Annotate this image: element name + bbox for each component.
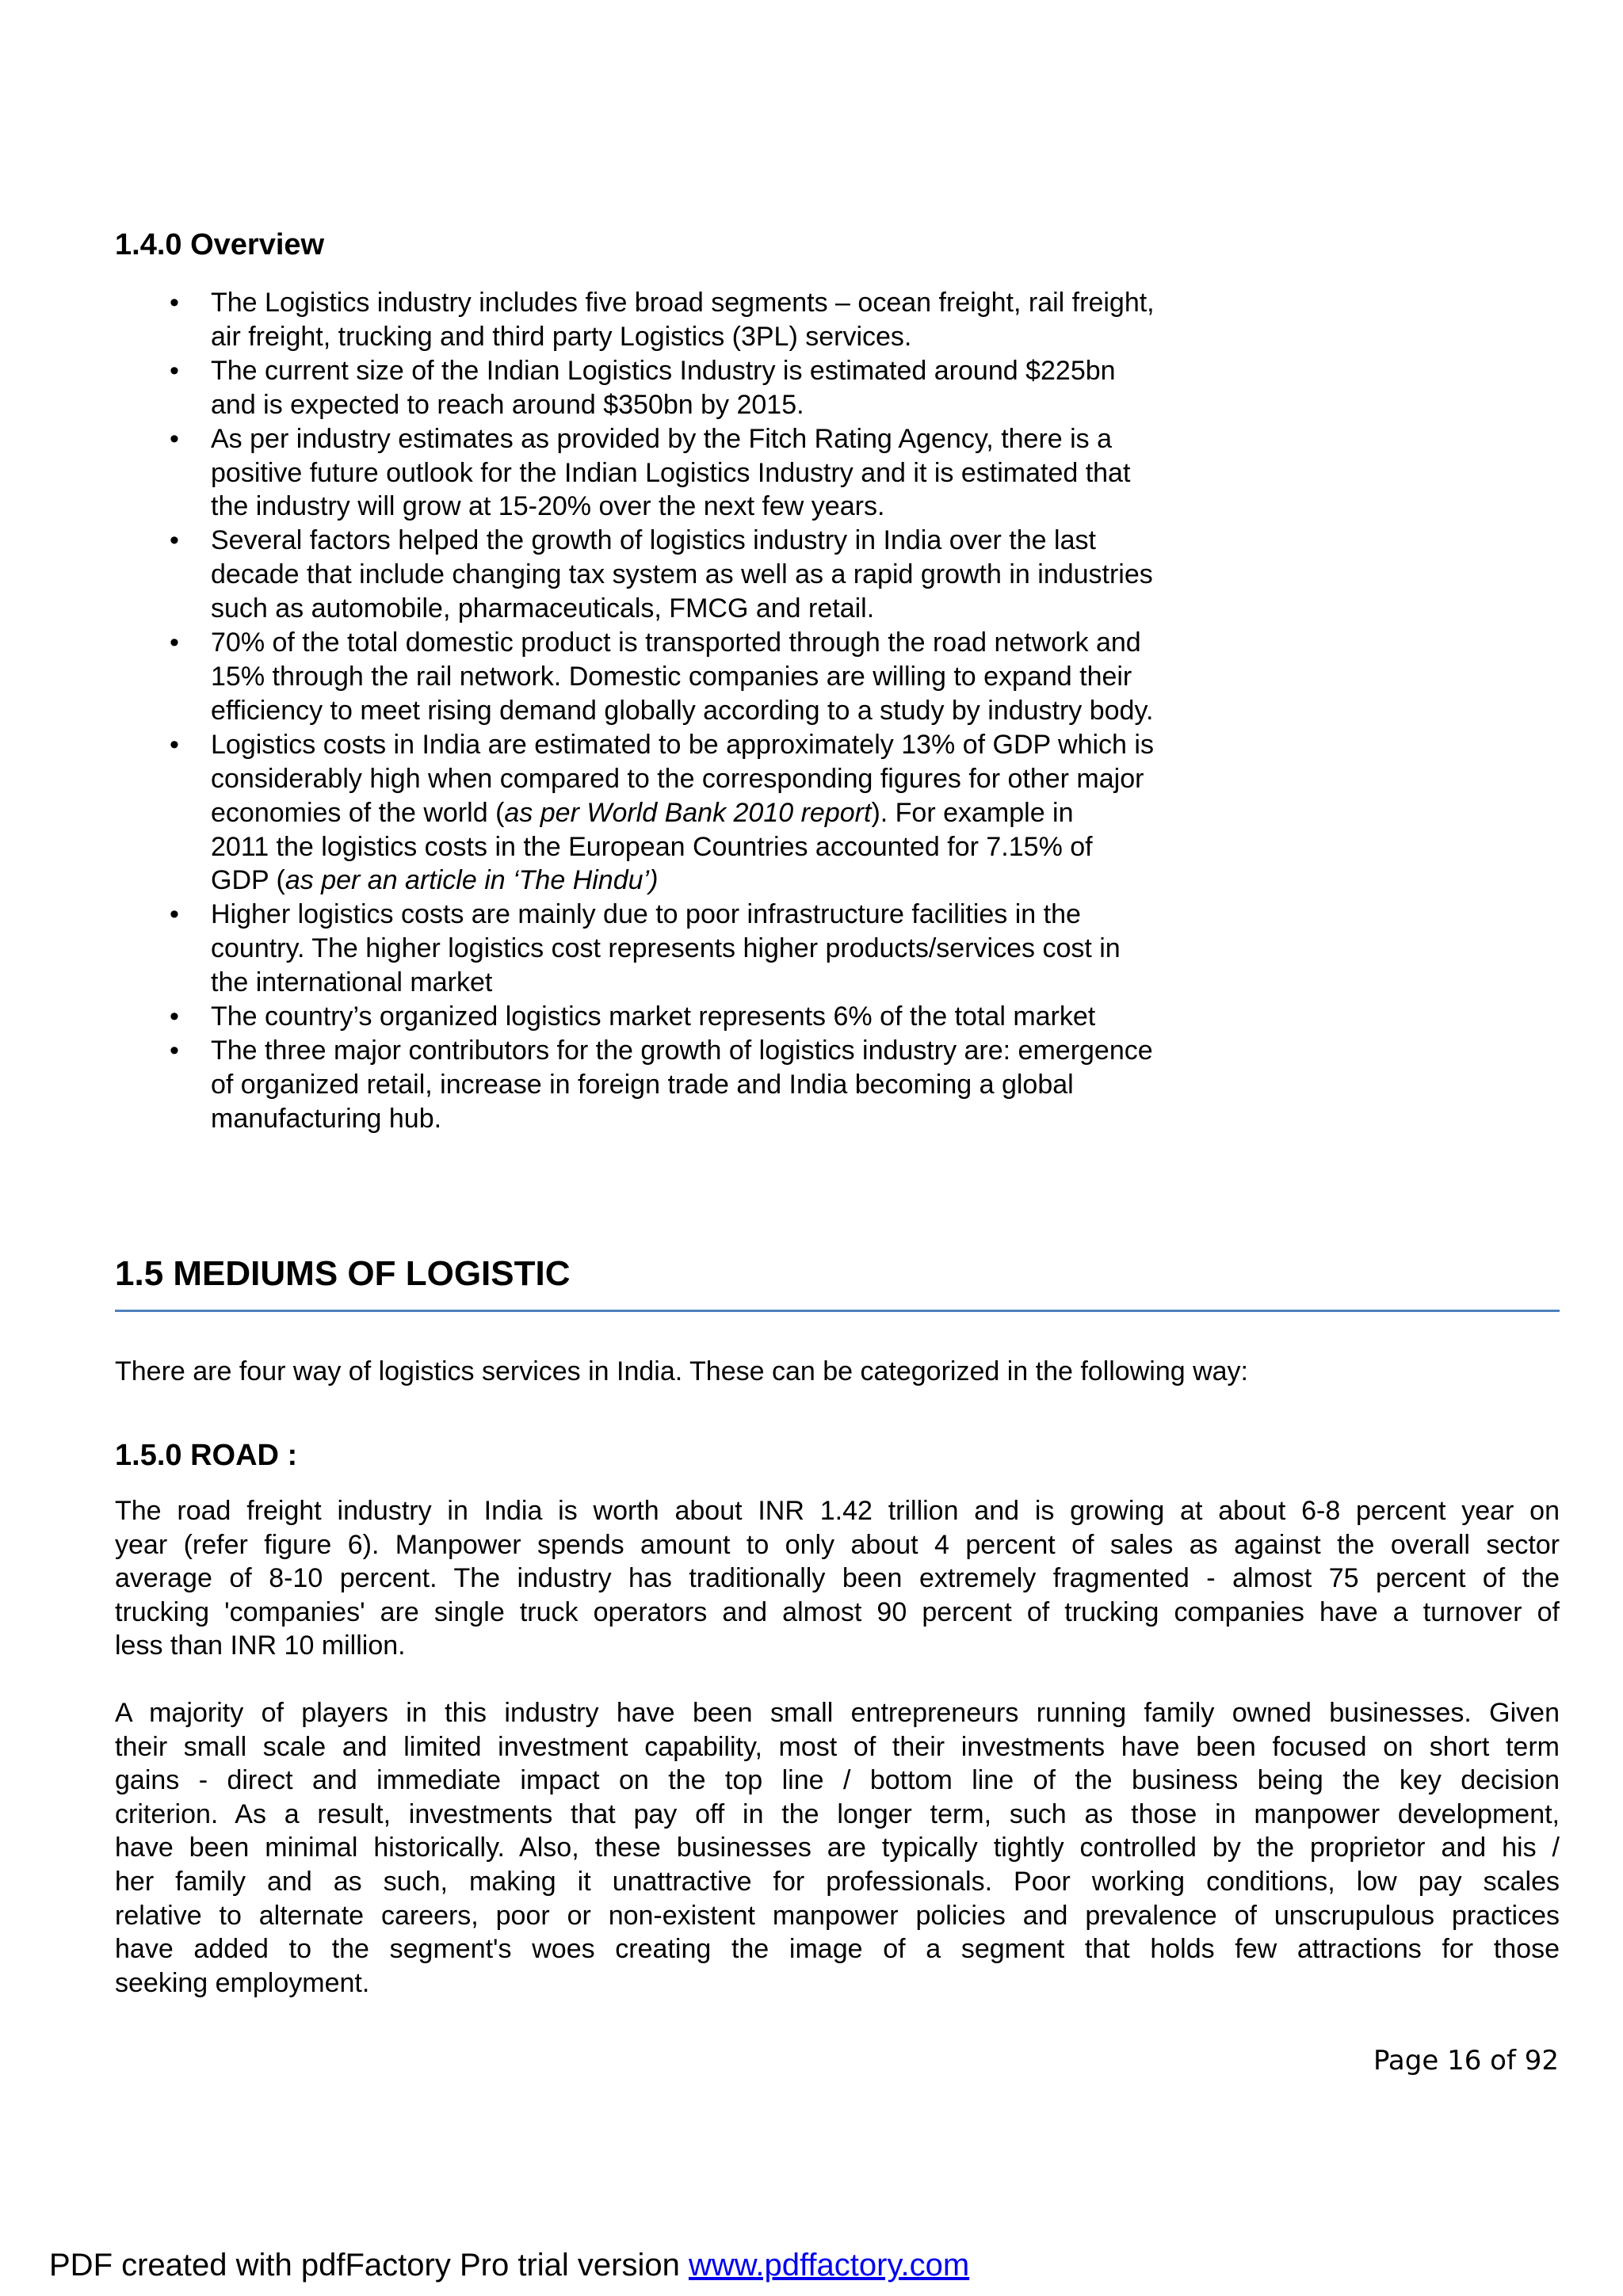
bullet-line: manufacturing hub. (211, 1103, 442, 1134)
paragraph-line: A majority of players in this industry have been small entrepreneurs running family owned businesses. Given (115, 1698, 1560, 1728)
bullet-marker: • (170, 899, 179, 930)
paragraph-line: trucking 'companies' are single truck operators and almost 90 percent of trucking companies have a turnover of (115, 1596, 1560, 1627)
list-item (166, 286, 1276, 354)
bullet-marker: • (170, 1001, 179, 1032)
bullet-line: Logistics costs in India are estimated to be approximately 13% of GDP which is (211, 729, 1154, 760)
paragraph-line: relative to alternate careers, poor or non-existent manpower policies and prevalence of unscrupulous practices (115, 1900, 1560, 1931)
paragraph-line: year (refer figure 6). Manpower spends amount to only about 4 percent of sales as against the overall sector (115, 1529, 1560, 1560)
paragraph-line: their small scale and limited investment capability, most of their investments have been focused on short term (115, 1731, 1560, 1762)
bullet-line: air freight, trucking and third party Logistics (3PL) services. (211, 321, 912, 352)
bullet-line: country. The higher logistics cost represents higher products/services cost in (211, 933, 1121, 964)
paragraph-line: have been minimal historically. Also, these businesses are typically tightly controlled by the proprietor and his / (115, 1833, 1560, 1863)
bullet-line: the international market (211, 967, 493, 998)
bullet-marker: • (170, 288, 179, 318)
bullet-line: The Logistics industry includes five broad segments – ocean freight, rail freight, (211, 288, 1155, 318)
list-item (166, 524, 1276, 626)
bullet-marker: • (170, 355, 179, 386)
page-number: Page 16 of 92 (1373, 2045, 1559, 2077)
paragraph-line: The road freight industry in India is worth about INR 1.42 trillion and is growing at about 6-8 percent year on (115, 1496, 1560, 1526)
paragraph-line: less than INR 10 million. (115, 1630, 406, 1661)
bullet-marker: • (170, 627, 179, 658)
road-paragraph-2 (115, 1696, 1560, 2000)
pdf-footer (49, 2245, 969, 2285)
paragraph-line: seeking employment. (115, 1967, 370, 1998)
bullet-line: 15% through the rail network. Domestic companies are willing to expand their (211, 661, 1132, 692)
paragraph-line: average of 8-10 percent. The industry has traditionally been extremely fragmented - almost 75 percent of the (115, 1563, 1560, 1594)
list-item (166, 626, 1276, 728)
overview-heading: 1.4.0 Overview (115, 228, 325, 261)
road-heading: 1.5.0 ROAD : (115, 1439, 298, 1472)
list-item (166, 1034, 1276, 1136)
citation-italic: as per an article in ‘The Hindu’) (285, 865, 659, 896)
bullet-line (211, 796, 1276, 830)
citation-italic: as per World Bank 2010 report (504, 797, 872, 828)
list-item (166, 422, 1276, 524)
text-segment: GDP ( (211, 865, 285, 896)
bullet-line: considerably high when compared to the corresponding figures for other major (211, 763, 1144, 794)
bullet-line: Higher logistics costs are mainly due to poor infrastructure facilities in the (211, 899, 1081, 930)
bullet-marker: • (170, 729, 179, 760)
paragraph-line: have added to the segment's woes creating the image of a segment that holds few attractions for those (115, 1934, 1560, 1965)
paragraph-line: her family and as such, making it unattractive for professionals. Poor working conditions, low pay scales (115, 1866, 1560, 1897)
bullet-line: The country’s organized logistics market represents 6% of the total market (211, 1001, 1096, 1032)
mediums-intro: There are four way of logistics services in India. These can be categorized in the following way: (115, 1356, 1248, 1386)
bullet-line: Several factors helped the growth of logistics industry in India over the last (211, 525, 1096, 556)
bullet-line: such as automobile, pharmaceuticals, FMCG and retail. (211, 593, 875, 624)
bullet-line: efficiency to meet rising demand globally according to a study by industry body. (211, 695, 1154, 726)
bullet-line: As per industry estimates as provided by the Fitch Rating Agency, there is a (211, 423, 1113, 454)
text-segment: economies of the world ( (211, 797, 505, 828)
bullet-line: decade that include changing tax system as well as a rapid growth in industries (211, 559, 1153, 590)
bullet-line: the industry will grow at 15-20% over the next few years. (211, 491, 885, 522)
bullet-line (211, 864, 1276, 898)
overview-bullet-list (166, 286, 1276, 1136)
bullet-line: positive future outlook for the Indian Logistics Industry and it is estimated that (211, 457, 1131, 488)
list-item (166, 898, 1276, 1000)
list-item (166, 354, 1276, 422)
mediums-heading: 1.5 MEDIUMS OF LOGISTIC (115, 1254, 571, 1293)
bullet-line: of organized retail, increase in foreign trade and India becoming a global (211, 1069, 1074, 1100)
bullet-line: 70% of the total domestic product is transported through the road network and (211, 627, 1141, 658)
bullet-line: The current size of the Indian Logistics Industry is estimated around $225bn (211, 355, 1116, 386)
road-paragraph-1 (115, 1494, 1560, 1663)
text-segment: ). For example in (871, 797, 1074, 828)
footer-text: PDF created with pdfFactory Pro trial version (49, 2248, 689, 2283)
bullet-line: and is expected to reach around $350bn by 2015. (211, 389, 804, 420)
list-item (166, 1000, 1276, 1034)
pdffactory-link[interactable]: www.pdffactory.com (688, 2248, 970, 2283)
bullet-marker: • (170, 525, 179, 556)
paragraph-line: gains - direct and immediate impact on the top line / bottom line of the business being the key decision (115, 1765, 1560, 1796)
list-item (166, 728, 1276, 898)
section-divider (115, 1310, 1560, 1312)
paragraph-line: criterion. As a result, investments that pay off in the longer term, such as those in manpower development, (115, 1798, 1560, 1829)
bullet-line: 2011 the logistics costs in the European Countries accounted for 7.15% of (211, 831, 1093, 862)
bullet-line: The three major contributors for the growth of logistics industry are: emergence (211, 1035, 1153, 1066)
bullet-marker: • (170, 423, 179, 454)
bullet-marker: • (170, 1035, 179, 1066)
